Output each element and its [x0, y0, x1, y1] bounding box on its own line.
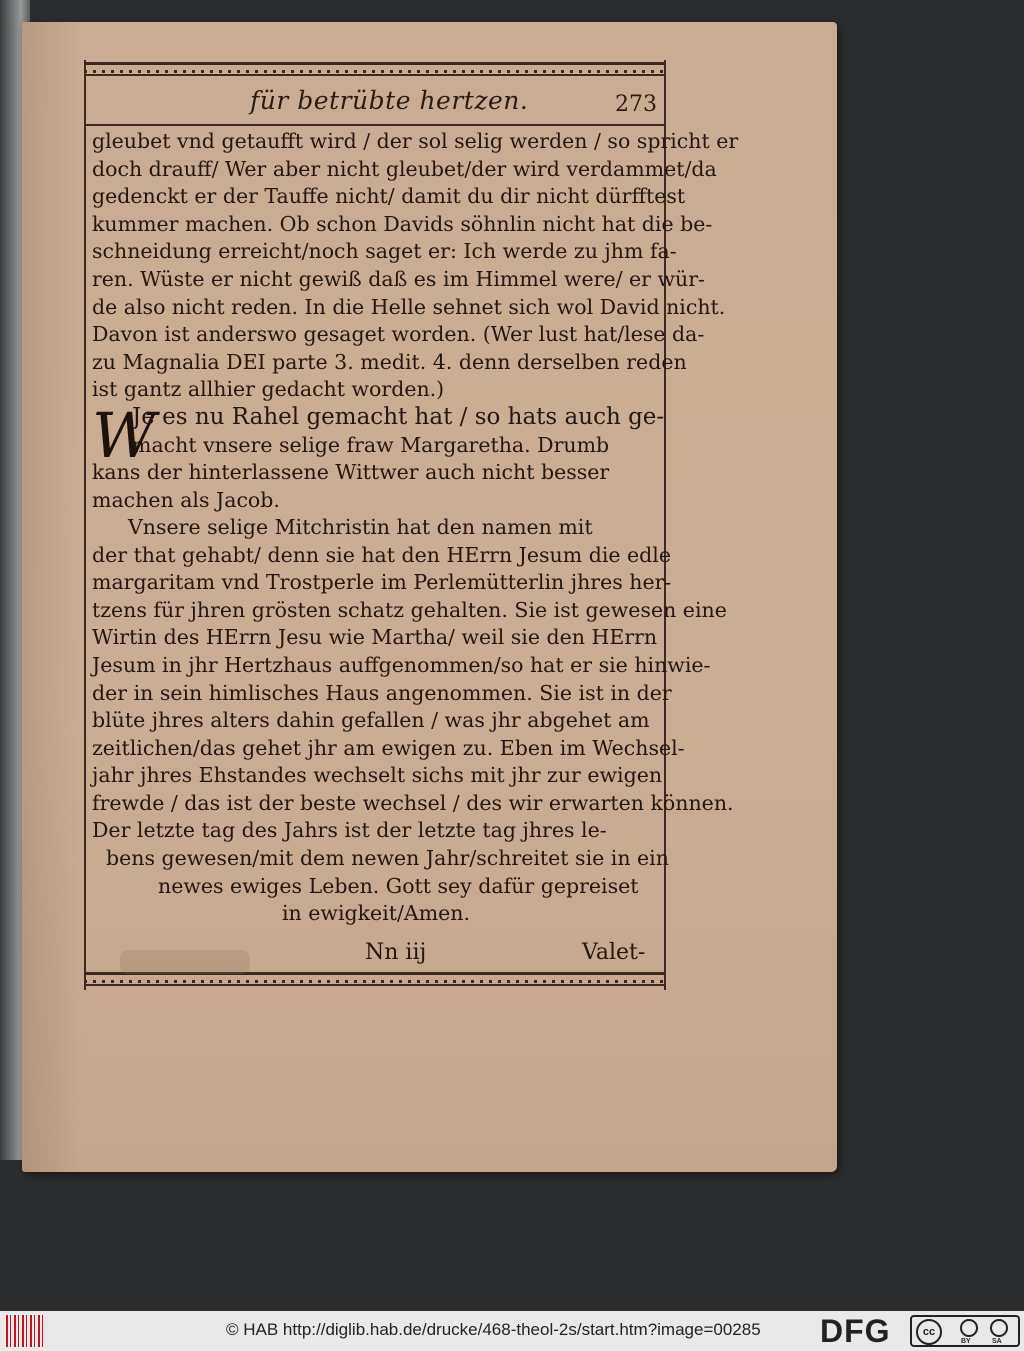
text-line: gedenckt er der Tauffe nicht/ damit du dir nicht dürfftest	[92, 184, 686, 209]
text-line: zeitlichen/das gehet jhr am ewigen zu. Eben im Wechsel-	[92, 735, 685, 760]
page-number: 273	[615, 92, 657, 117]
text-line: margaritam vnd Trostperle im Perlemütterlin jhres her-	[92, 570, 672, 595]
text-line: bens gewesen/mit dem newen Jahr/schreitet sie in ein	[106, 846, 669, 871]
cc-icon: cc	[916, 1319, 942, 1345]
signature-mark: Nn iij	[365, 940, 427, 965]
text-line: jahr jhres Ehstandes wechselt sichs mit jhr zur ewigen	[92, 763, 663, 788]
text-line: Je es nu Rahel gemacht hat / so hats auch ge-	[132, 403, 665, 430]
text-line: ist gantz allhier gedacht worden.)	[92, 377, 445, 402]
text-line: frewde / das ist der beste wechsel / des wir erwarten können.	[92, 790, 734, 815]
catchword: Valet-	[582, 940, 646, 965]
text-line: Jesum in jhr Hertzhaus auffgenommen/so hat er sie hinwie-	[92, 652, 711, 677]
text-line: Vnsere selige Mitchristin hat den namen mit	[128, 514, 593, 539]
text-line: kans der hinterlassene Wittwer auch nicht besser	[92, 460, 610, 485]
text-line: Davon ist anderswo gesaget worden. (Wer lust hat/lese da-	[92, 322, 705, 347]
by-icon	[960, 1319, 978, 1337]
by-label: BY	[961, 1338, 971, 1345]
drop-initial: W	[92, 398, 156, 472]
text-line: der in sein himlisches Haus angenommen. Sie ist in der	[92, 680, 672, 705]
text-line: blüte jhres alters dahin gefallen / was jhr abgehet am	[92, 708, 650, 733]
head-rule	[86, 124, 664, 126]
ink-blot	[120, 950, 250, 974]
paragraph-rahel	[92, 398, 665, 514]
credit-link[interactable]: © HAB http://diglib.hab.de/drucke/468-theol-2s/start.htm?image=00285	[226, 1320, 761, 1339]
text-line: Wirtin des HErrn Jesu wie Martha/ weil sie den HErrn	[92, 625, 658, 650]
sa-icon	[990, 1319, 1008, 1337]
running-head: für betrübte hertzen.	[250, 86, 529, 115]
text-line: der that gehabt/ denn sie hat den HErrn Jesum die edle	[92, 542, 671, 567]
text-line: newes ewiges Leben. Gott sey dafür gepreiset	[158, 873, 639, 898]
text-line: de also nicht reden. In die Helle sehnet sich wol David nicht.	[92, 294, 726, 319]
text-line: Der letzte tag des Jahrs ist der letzte tag jhres le-	[92, 818, 607, 843]
viewer-footer	[0, 1311, 1024, 1351]
sa-label: SA	[992, 1338, 1002, 1345]
dfg-logo[interactable]: DFG	[820, 1313, 891, 1349]
text-line: macht vnsere selige fraw Margaretha. Drumb	[132, 432, 610, 457]
text-line: in ewigkeit/Amen.	[282, 901, 470, 926]
ornamental-rule-bottom	[84, 972, 666, 986]
text-line: kummer machen. Ob schon Davids söhnlin nicht hat die be-	[92, 211, 713, 236]
text-line: tzens für jhren grösten schatz gehalten. Sie ist gewesen eine	[92, 597, 727, 622]
text-line: zu Magnalia DEI parte 3. medit. 4. denn derselben reden	[92, 349, 687, 374]
license-badge[interactable]	[910, 1315, 1020, 1347]
text-line: ren. Wüste er nicht gewiß daß es im Himmel were/ er wür-	[92, 266, 705, 291]
text-line: gleubet vnd getaufft wird / der sol selig werden / so spricht er	[92, 129, 739, 153]
barcode-icon	[6, 1315, 46, 1347]
text-line: schneidung erreicht/noch saget er: Ich werde zu jhm fa-	[92, 239, 677, 264]
ornamental-rule-top	[84, 62, 666, 76]
body-text	[92, 128, 739, 928]
text-line: doch drauff/ Wer aber nicht gleubet/der wird verdammet/da	[92, 156, 717, 181]
text-line: machen als Jacob.	[92, 487, 280, 512]
